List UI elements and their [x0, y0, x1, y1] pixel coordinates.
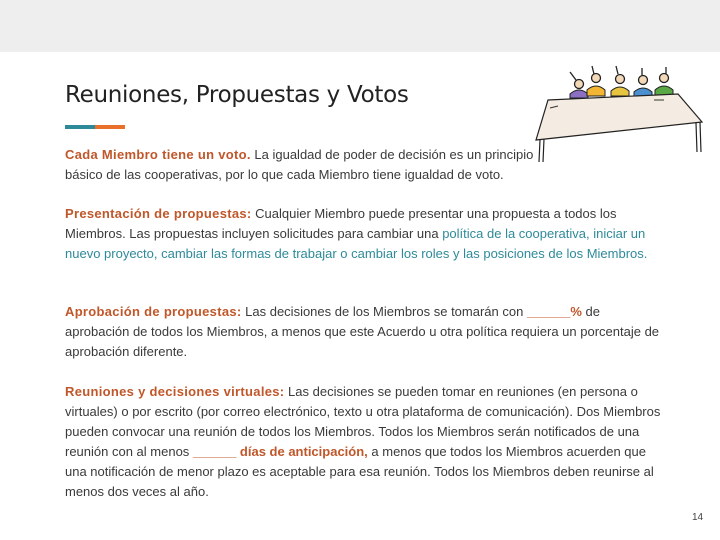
paragraph-virtual-meetings — [65, 382, 661, 502]
text-virtual-meetings-2: a menos que todos los Miembros acuerden que una notificación de menor plazo es aceptable para esa reunión. Todos los Miembros deben reunirse al menos dos veces al año. — [65, 444, 654, 499]
paragraph-one-vote — [65, 145, 535, 185]
heading-one-vote: Cada Miembro tiene un voto. — [65, 147, 251, 162]
accent-orange — [95, 125, 125, 129]
heading-virtual-meetings: Reuniones y decisiones virtuales: — [65, 384, 285, 399]
paragraph-proposals — [65, 204, 661, 264]
notice-days-blank: ______ días de anticipación, — [192, 444, 368, 459]
paragraph-approval — [65, 302, 661, 362]
title-accent-bar — [65, 125, 125, 129]
people-voting-at-table-icon — [530, 62, 715, 162]
proposals-link-text: política de la cooperativa, iniciar un nuevo proyecto, cambiar las formas de trabajar o cambiar los roles y las posiciones de los Miembros. — [65, 226, 648, 261]
text-approval-1: Las decisiones de los Miembros se tomarán con — [241, 304, 527, 319]
text-one-vote: La igualdad de poder de decisión es un principio básico de las cooperativas, por lo que cada Miembro tiene igualdad de voto. — [65, 147, 534, 182]
heading-proposals: Presentación de propuestas: — [65, 206, 252, 221]
page-title: Reuniones, Propuestas y Votos — [65, 82, 409, 108]
text-virtual-meetings-1: Las decisiones se pueden tomar en reuniones (en persona o virtuales) o por escrito (por correo electrónico, texto u otra plataforma de comunicación). Dos Miembros pueden convocar una reunión de todos los Miembros. Todos los Miembros serán notificados de una reunión con al menos — [65, 384, 661, 459]
text-approval-2: de aprobación de todos los Miembros, a menos que este Acuerdo u otra política requiera un porcentaje de aprobación diferente. — [65, 304, 660, 359]
heading-approval: Aprobación de propuestas: — [65, 304, 242, 319]
approval-percentage-blank: ______% — [526, 304, 582, 319]
text-proposals: Cualquier Miembro puede presentar una propuesta a todos los Miembros. Las propuestas incluyen solicitudes para cambiar una — [65, 206, 617, 241]
page-number: 14 — [692, 512, 704, 523]
accent-teal — [65, 125, 95, 129]
top-bar — [0, 0, 720, 52]
